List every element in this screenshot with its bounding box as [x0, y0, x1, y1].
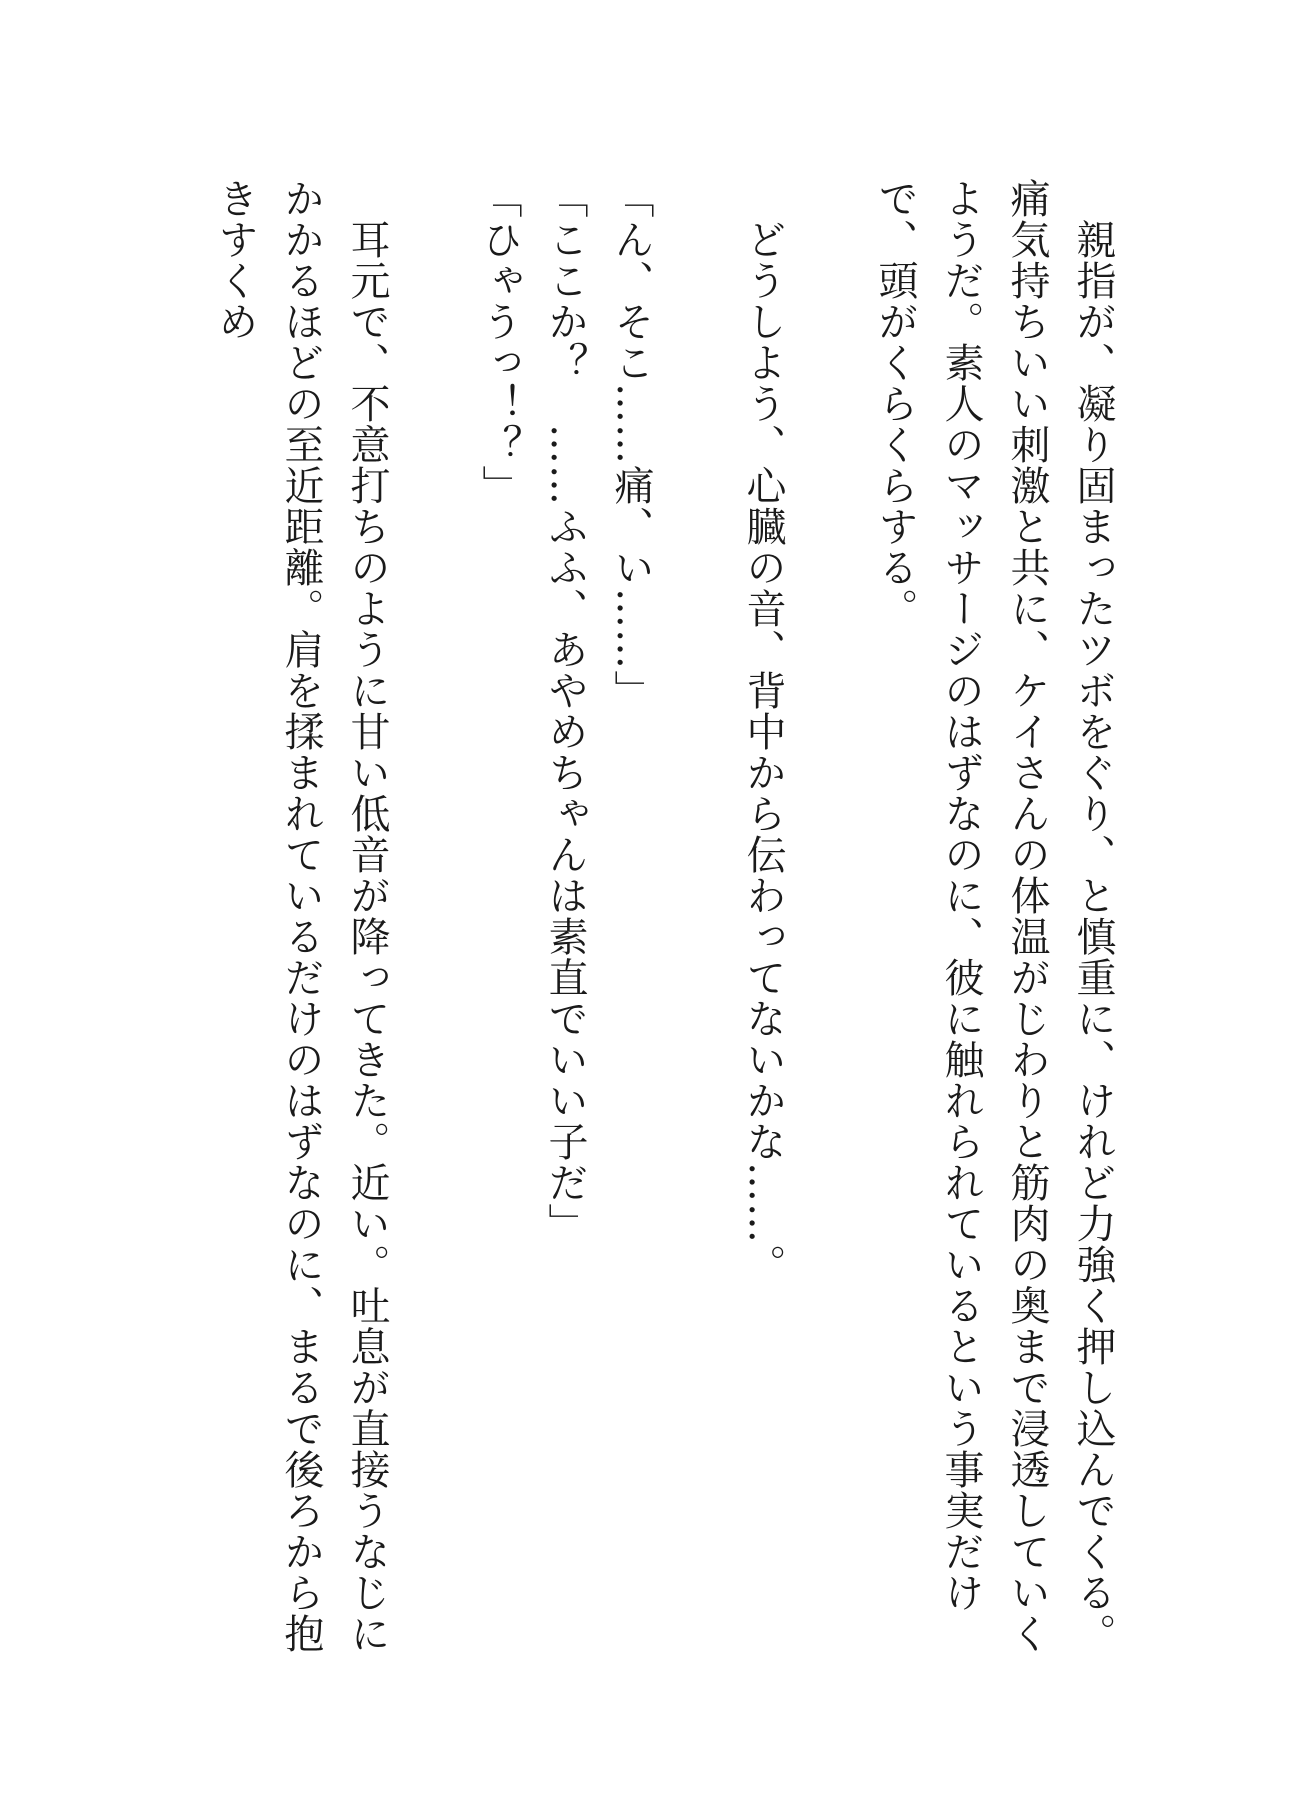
blank-line: [400, 178, 466, 1658]
dialogue-line: 「ひゃうっ！？」: [476, 178, 522, 506]
vertical-text-body: [126, 178, 1126, 1658]
blank-line: [664, 178, 730, 1658]
paragraph-massage: 親指が、凝り固まったツボをぐり、と慎重に、けれど力強く押し込んでくる。痛気持ちいい刺激と共に、ケイさんの体温がじわりと筋肉の奥まで浸透していくようだ。素人のマッサージのはずなのに、彼に触れられているという事実だけで、頭がくらくらする。: [872, 178, 1116, 1654]
paragraph-heartbeat: どうしよう、心臓の音、背中から伝わってないかな……。: [740, 178, 786, 1285]
dialogue-line: 「ん、そこ……痛、い……」: [608, 178, 654, 711]
paragraph-whisper: 耳元で、不意打ちのように甘い低音が降ってきた。近い。吐息が直接うなじにかかるほどの至近距離。肩を揉まれているだけのはずなのに、まるで後ろから抱きすくめ: [212, 178, 390, 1654]
blank-line: [796, 178, 862, 1658]
dialogue-line: 「ここか？ ……ふふ、あやめちゃんは素直でいい子だ」: [542, 178, 588, 1244]
